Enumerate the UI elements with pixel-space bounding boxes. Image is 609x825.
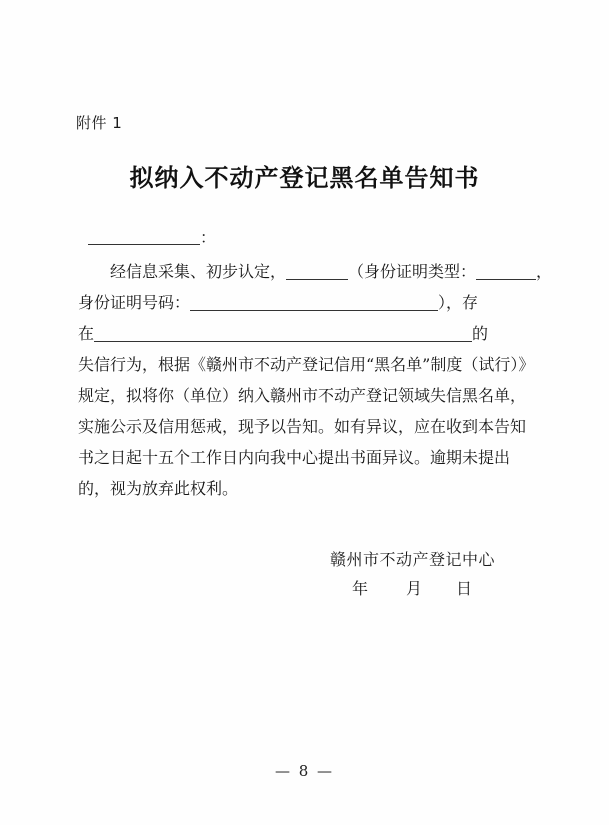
issuing-authority: 赣州市不动产登记中心 (330, 550, 496, 569)
date-line (352, 576, 473, 599)
body-line-1-mid: （身份证明类型： (348, 262, 477, 281)
body-line-7: 书之日起十五个工作日内向我中心提出书面异议。逾期未提出 (78, 448, 511, 467)
salutation-colon: ： (200, 228, 217, 247)
body-line-2 (78, 287, 534, 318)
page-title: 拟纳入不动产登记黑名单告知书 (129, 163, 480, 192)
misconduct-blank (94, 326, 472, 342)
body-line-3 (78, 318, 534, 349)
salutation-line (88, 225, 217, 248)
date-year-label: 年 (352, 579, 369, 598)
body-line-6: 实施公示及信用惩戒，现予以告知。如有异议，应在收到本告知 (78, 417, 527, 436)
document-body (78, 256, 553, 504)
body-line-4: 失信行为，根据《赣州市不动产登记信用“黑名单”制度（试行）》 (78, 355, 535, 374)
date-month-label: 月 (406, 579, 423, 598)
page-number: — 8 — (274, 762, 335, 780)
body-line-5: 规定，拟将你（单位）纳入赣州市不动产登记领域失信黑名单， (78, 386, 527, 405)
body-line-1 (78, 256, 553, 287)
date-day-label: 日 (456, 579, 473, 598)
attachment-label: 附件 1 (76, 114, 123, 132)
body-line-8: 的，视为放弃此权利。 (78, 479, 239, 498)
id-type-blank (476, 264, 536, 280)
id-number-blank (190, 295, 438, 311)
body-line-2-suffix: ），存 (438, 293, 479, 312)
recipient-name-blank (88, 230, 200, 245)
body-line-1-suffix: ， (536, 262, 553, 281)
body-line-2-prefix: 身份证明号码： (78, 293, 191, 312)
body-line-3-prefix: 在 (78, 324, 95, 343)
body-line-1-prefix: 经信息采集、初步认定， (110, 262, 287, 281)
subject-name-blank (286, 264, 348, 280)
body-line-3-suffix: 的 (472, 324, 489, 343)
